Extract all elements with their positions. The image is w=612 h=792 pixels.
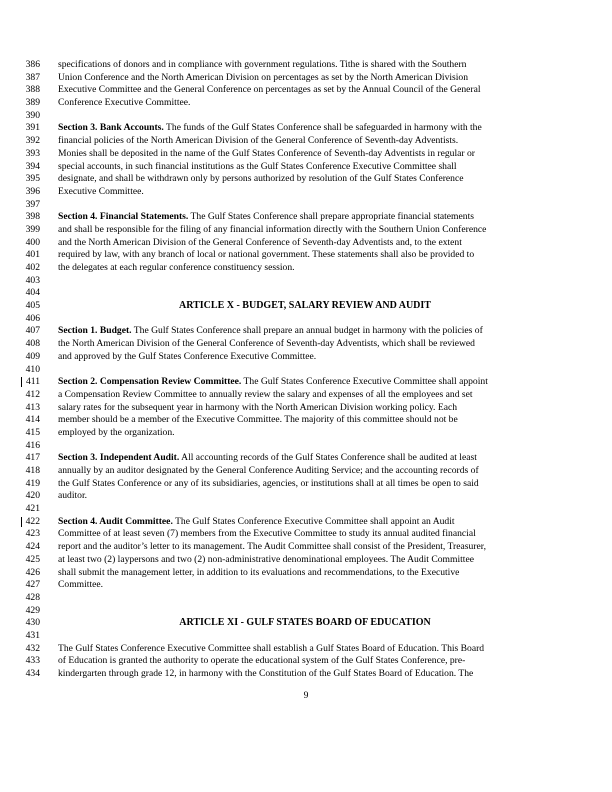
line-body: Committee of at least seven (7) members from the Executive Committee to study its annual audited financial — [58, 528, 476, 540]
document-line — [0, 541, 612, 554]
line-number: 425 — [25, 553, 40, 565]
line-text — [58, 59, 466, 72]
line-text — [58, 211, 474, 224]
line-number: 388 — [25, 84, 40, 96]
line-text — [58, 402, 457, 415]
line-number: 431 — [25, 629, 40, 641]
line-number: 430 — [25, 617, 40, 629]
article-heading-line — [0, 300, 612, 313]
line-body: The Gulf States Conference Executive Committee shall appoint — [241, 376, 488, 388]
line-number: 418 — [25, 465, 40, 476]
line-body: Committee. — [58, 579, 104, 591]
document-line — [0, 186, 612, 199]
line-number: 402 — [25, 262, 40, 273]
line-body: Union Conference and the North American Division on percentages as set by the North American Division — [58, 71, 469, 83]
line-body: shall submit the management letter, in addition to its evaluations and recommendations, to the Executive — [58, 566, 460, 578]
line-number: 432 — [25, 642, 40, 654]
line-body: and the North American Division of the General Conference of Seventh-day Adventists and, to the extent — [58, 236, 462, 248]
document-line — [0, 325, 612, 338]
page-number: 9 — [303, 690, 309, 701]
line-text — [58, 224, 486, 237]
line-text — [58, 567, 459, 580]
document-line — [0, 97, 612, 110]
line-body: required by law, with any branch of local or national government. These statements shall also be provided to — [58, 249, 475, 261]
line-number: 387 — [25, 71, 40, 83]
line-text — [58, 148, 475, 161]
line-number: 421 — [25, 503, 40, 515]
line-text — [58, 427, 175, 440]
line-text — [58, 655, 465, 668]
line-body: Conference Executive Committee. — [58, 97, 191, 109]
line-number: 396 — [25, 185, 40, 197]
document-line — [0, 440, 612, 453]
line-number: 397 — [25, 198, 40, 210]
line-body: The Gulf States Conference shall prepare appropriate financial statements — [188, 211, 474, 223]
line-text — [58, 465, 479, 478]
document-line — [0, 376, 612, 389]
line-text — [58, 338, 475, 351]
document-line — [0, 84, 612, 97]
line-number: 401 — [25, 249, 40, 261]
line-number: 420 — [25, 490, 40, 502]
line-text — [58, 72, 468, 85]
line-text — [58, 478, 479, 491]
line-body: special accounts, in such financial institutions as the Gulf States Conference Executive Committee shall — [58, 160, 457, 172]
line-text — [58, 668, 473, 681]
line-text — [58, 414, 458, 427]
line-number: 403 — [25, 274, 40, 286]
line-text — [58, 528, 476, 541]
line-number: 416 — [25, 439, 40, 451]
section-heading: Section 4. Financial Statements. — [58, 211, 189, 223]
line-number: 414 — [25, 414, 40, 426]
document-line — [0, 668, 612, 681]
line-text — [58, 541, 486, 554]
line-body: of Education is granted the authority to operate the educational system of the Gulf States Conference, pre- — [58, 655, 466, 667]
line-text — [58, 452, 477, 465]
line-number: 400 — [25, 236, 40, 248]
document-line — [0, 605, 612, 618]
document-line — [0, 503, 612, 516]
document-line — [0, 579, 612, 592]
line-number: 406 — [25, 312, 40, 324]
line-body: The funds of the Gulf States Conference shall be safeguarded in harmony with the — [163, 122, 482, 134]
line-body: Executive Committee and the General Conference on percentages as set by the Annual Council of the General — [58, 84, 481, 96]
line-number: 404 — [25, 287, 40, 299]
line-body: auditor. — [58, 490, 88, 502]
line-number: 411 — [10, 376, 40, 389]
document-line — [0, 262, 612, 275]
line-number: 410 — [25, 363, 40, 375]
line-number: 426 — [25, 566, 40, 578]
document-line — [0, 237, 612, 250]
line-number: 408 — [25, 338, 40, 350]
line-text — [58, 351, 316, 364]
line-number: 390 — [25, 109, 40, 121]
document-line — [0, 148, 612, 161]
line-number: 394 — [25, 160, 40, 172]
line-number: 405 — [25, 300, 40, 312]
line-body: the delegates at each regular conference constituency session. — [58, 262, 295, 273]
line-number: 392 — [25, 135, 40, 147]
line-text — [58, 237, 462, 250]
section-heading: Section 2. Compensation Review Committee. — [58, 376, 242, 388]
line-text — [58, 249, 474, 262]
line-body: employed by the organization. — [58, 426, 175, 438]
document-line — [0, 249, 612, 262]
line-body: the North American Division of the General Conference of Seventh-day Adventists, which shall be reviewed — [58, 338, 475, 350]
line-number: 395 — [25, 173, 40, 185]
line-text — [58, 579, 103, 592]
line-text — [58, 135, 458, 148]
document-line — [0, 630, 612, 643]
section-heading: Section 3. Bank Accounts. — [58, 122, 164, 134]
line-text — [58, 376, 488, 389]
document-body — [0, 59, 612, 681]
document-line — [0, 275, 612, 288]
document-line — [0, 465, 612, 478]
line-number: 423 — [25, 528, 40, 540]
line-number: 415 — [25, 426, 40, 438]
line-body: specifications of donors and in compliance with government regulations. Tithe is shared with the Southern — [58, 59, 467, 70]
line-body: and approved by the Gulf States Conference Executive Committee. — [58, 350, 317, 362]
document-line — [0, 351, 612, 364]
line-text — [58, 389, 473, 402]
line-body: report and the auditor’s letter to its management. The Audit Committee shall consist of the President, Treasurer, — [58, 541, 486, 553]
document-line — [0, 554, 612, 567]
line-number: 398 — [25, 211, 40, 223]
line-number: 433 — [25, 655, 40, 667]
line-text — [58, 554, 474, 567]
line-body: The Gulf States Conference Executive Committee shall establish a Gulf States Board of Education. This Board — [58, 642, 485, 654]
line-number: 386 — [25, 59, 40, 70]
document-line — [0, 364, 612, 377]
line-body: salary rates for the subsequent year in harmony with the North American Division working policy. Each — [58, 401, 458, 413]
line-body: Monies shall be deposited in the name of the Gulf States Conference of Seventh-day Adventists in regular or — [58, 147, 475, 159]
line-number: 413 — [25, 401, 40, 413]
line-number: 422 — [10, 516, 40, 529]
line-text — [58, 262, 295, 275]
line-text — [58, 122, 482, 135]
article-heading: ARTICLE XI - GULF STATES BOARD OF EDUCATION — [179, 617, 431, 629]
line-text — [58, 84, 481, 97]
line-number: 391 — [25, 122, 40, 134]
line-body: a Compensation Review Committee to annually review the salary and expenses of all the employees and set — [58, 388, 473, 400]
line-number: 407 — [25, 325, 40, 337]
line-text — [58, 490, 87, 503]
document-line — [0, 592, 612, 605]
document-line — [0, 478, 612, 491]
document-line — [0, 516, 612, 529]
line-body: at least two (2) laypersons and two (2) non-administrative denominational employees. The Audit Committee — [58, 553, 474, 565]
line-number: 429 — [25, 604, 40, 616]
document-line — [0, 313, 612, 326]
line-body: The Gulf States Conference shall prepare an annual budget in harmony with the policies of — [131, 325, 483, 337]
article-heading: ARTICLE X - BUDGET, SALARY REVIEW AND AUDIT — [179, 300, 431, 312]
document-line — [0, 110, 612, 123]
line-text — [58, 97, 190, 110]
section-heading: Section 1. Budget. — [58, 325, 132, 337]
article-heading-line — [0, 617, 612, 630]
line-text — [58, 186, 144, 199]
line-text — [58, 161, 457, 174]
document-line — [0, 211, 612, 224]
document-line — [0, 72, 612, 85]
line-text — [58, 325, 483, 338]
line-number: 389 — [25, 97, 40, 109]
line-number: 393 — [25, 147, 40, 159]
line-number: 419 — [25, 477, 40, 489]
line-body: All accounting records of the Gulf States Conference shall be audited at least — [179, 452, 477, 464]
line-body: the Gulf States Conference or any of its subsidiaries, agencies, or institutions shall at all times be open to said — [58, 477, 479, 489]
line-text — [58, 516, 455, 529]
document-line — [0, 643, 612, 656]
section-heading: Section 4. Audit Committee. — [58, 515, 173, 527]
line-text — [58, 173, 464, 186]
line-body: The Gulf States Conference Executive Committee shall appoint an Audit — [172, 515, 455, 527]
document-line — [0, 655, 612, 668]
document-line — [0, 161, 612, 174]
document-line — [0, 199, 612, 212]
line-number: 417 — [25, 452, 40, 464]
line-body: annually by an auditor designated by the General Conference Auditing Service; and the accounting records of — [58, 465, 479, 476]
document-line — [0, 389, 612, 402]
document-line — [0, 135, 612, 148]
line-number: 412 — [25, 388, 40, 400]
document-line — [0, 402, 612, 415]
document-line — [0, 490, 612, 503]
document-line — [0, 224, 612, 237]
line-number: 427 — [25, 579, 40, 591]
document-line — [0, 414, 612, 427]
document-line — [0, 528, 612, 541]
document-line — [0, 122, 612, 135]
line-number: 399 — [25, 223, 40, 235]
line-number: 428 — [25, 591, 40, 603]
line-number: 424 — [25, 541, 40, 553]
line-body: and shall be responsible for the filing of any financial information directly with the Southern Union Conference — [58, 223, 487, 235]
section-heading: Section 3. Independent Audit. — [58, 452, 180, 464]
line-body: kindergarten through grade 12, in harmony with the Constitution of the Gulf States Board of Education. The — [58, 668, 474, 679]
line-text — [58, 643, 484, 656]
line-body: designate, and shall be withdrawn only by persons authorized by resolution of the Gulf States Conference — [58, 173, 464, 185]
line-body: financial policies of the North American Division of the General Conference of Seventh-day Adventists. — [58, 135, 459, 147]
document-line — [0, 338, 612, 351]
line-number: 409 — [25, 350, 40, 362]
document-line — [0, 452, 612, 465]
line-number: 434 — [25, 668, 40, 679]
line-body: Executive Committee. — [58, 185, 144, 197]
document-line — [0, 59, 612, 72]
document-line — [0, 567, 612, 580]
document-line — [0, 287, 612, 300]
line-body: member should be a member of the Executive Committee. The majority of this committee should not be — [58, 414, 458, 426]
document-line — [0, 173, 612, 186]
document-line — [0, 427, 612, 440]
